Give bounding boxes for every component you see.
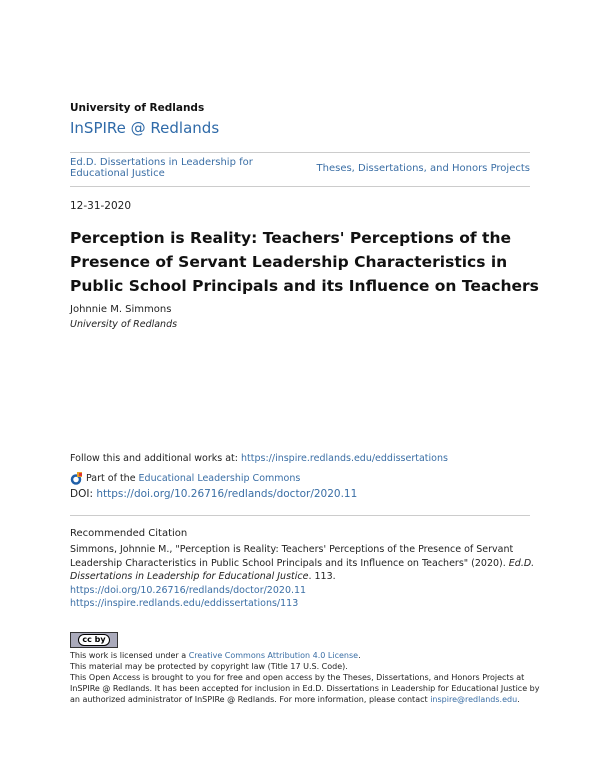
contact-email-link[interactable]: inspire@redlands.edu [430, 695, 518, 704]
license-text [70, 650, 540, 705]
document-title: Perception is Reality: Teachers' Perceptions of the Presence of Servant Leadership Characteristics in Public School Principals and its Influence on Teachers [70, 229, 539, 295]
citation-body: Simmons, Johnnie M., "Perception is Reality: Teachers' Perceptions of the Presence of Servant Leadership Characteristics in Public School Principals and its Influence on Teachers" (2020). [70, 544, 514, 569]
citation-doi-link[interactable]: https://doi.org/10.26716/redlands/doctor/2020.11 [70, 584, 307, 596]
publication-date: 12-31-2020 [70, 200, 132, 212]
citation-heading: Recommended Citation [70, 528, 188, 539]
part-of-line [70, 472, 300, 485]
citation-url-link[interactable]: https://inspire.redlands.edu/eddissertations/113 [70, 598, 299, 609]
citation-series: Ed.D. Dissertations in Leadership for Educational Justice [70, 557, 535, 582]
access-note: This Open Access is brought to you for free and open access by the Theses, Dissertations, and Honors Projects at InSPIRe @ Redlands. It has been accepted for inclusion in Ed.D. Dissertations in Leadership for Educational Justice by an authorized administrator of InSPIRe @ Redlands. For more information, please contact [70, 673, 540, 704]
license-suffix: . [358, 651, 361, 660]
follow-line [70, 453, 448, 464]
commons-link[interactable]: Educational Leadership Commons [138, 473, 301, 484]
access-note-end: . [517, 695, 520, 704]
divider [70, 152, 530, 153]
repository-link[interactable]: InSPIRe @ Redlands [70, 119, 220, 137]
cc-by-badge-label: cc by [78, 634, 109, 646]
copyright-note: This material may be protected by copyright law (Title 17 U.S. Code). [70, 662, 348, 671]
citation-number: . 113. [308, 571, 336, 582]
divider [70, 515, 530, 516]
series-link[interactable]: Theses, Dissertations, and Honors Projects [316, 163, 530, 174]
divider [70, 186, 530, 187]
part-of-label: Part of the [86, 473, 136, 484]
doi-link[interactable]: https://doi.org/10.26716/redlands/doctor/2020.11 [96, 488, 358, 500]
doi-label: DOI: [70, 488, 93, 500]
license-prefix: This work is licensed under a [70, 651, 189, 660]
doi-line [70, 488, 357, 500]
follow-link[interactable]: https://inspire.redlands.edu/eddissertations [241, 453, 448, 464]
follow-label: Follow this and additional works at: [70, 453, 238, 464]
license-link[interactable]: Creative Commons Attribution 4.0 License [188, 651, 359, 660]
commons-network-icon [70, 472, 83, 485]
author-affiliation: University of Redlands [70, 319, 178, 330]
institution-name: University of Redlands [70, 102, 205, 114]
author-name: Johnnie M. Simmons [70, 304, 172, 315]
cc-by-badge-icon[interactable] [70, 632, 118, 648]
collection-link[interactable]: Ed.D. Dissertations in Leadership for Educational Justice [70, 157, 253, 179]
citation-text [70, 543, 535, 611]
